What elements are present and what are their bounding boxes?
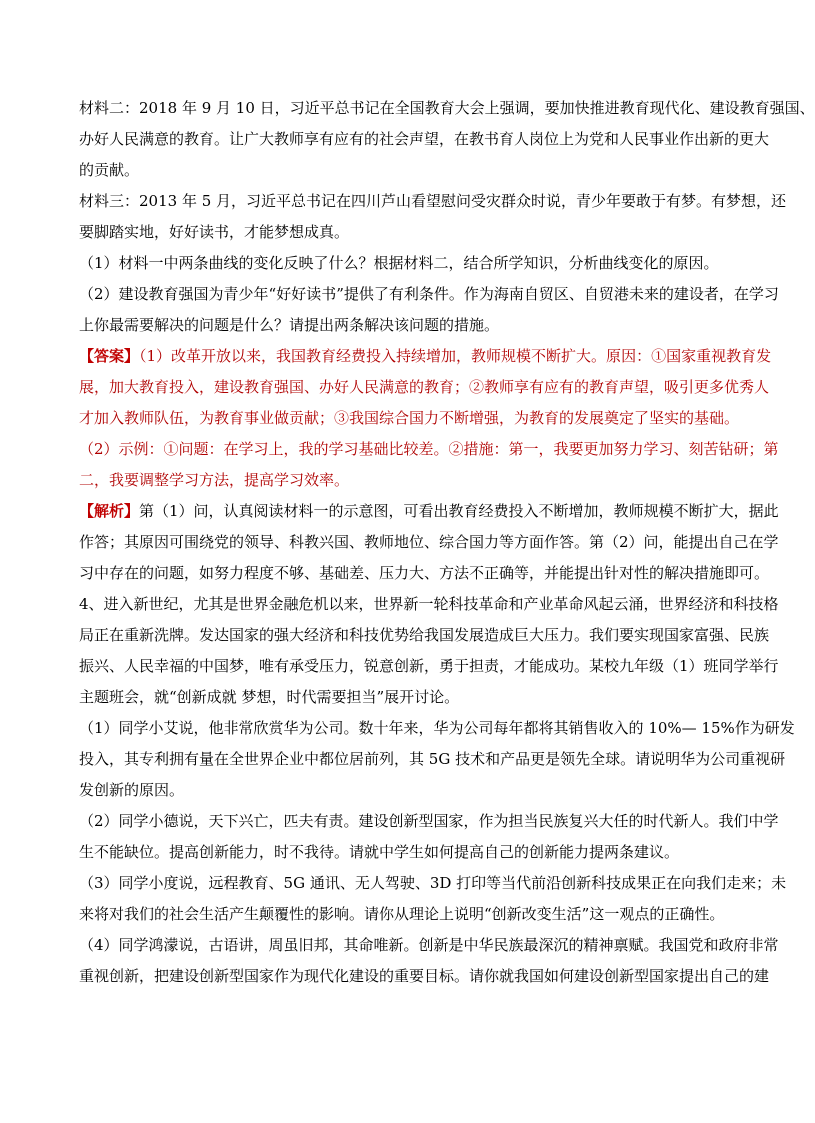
text-line: 主题班会，就“创新成就 梦想，时代需要担当”展开讨论。 xyxy=(79,688,460,706)
question-1-paragraph xyxy=(79,248,729,279)
text-line: 办好人民满意的教育。让广大教师享有应有的社会声望，在教书育人岗位上为党和人民事业作出新的更大 xyxy=(79,130,770,148)
text-line: （2）建设教育强国为青少年“好好读书”提供了有利条件。作为海南自贸区、自贸港未来的建设者，在学习 xyxy=(79,285,779,303)
material-3-paragraph xyxy=(79,186,787,248)
text-line: 生不能缺位。提高创新能力，时不我待。请就中学生如何提高自己的创新能力提两条建议。 xyxy=(79,843,680,861)
text-line: 4、进入新世纪，尤其是世界金融危机以来，世界新一轮科技革命和产业革命风起云涌，世界经济和科技格 xyxy=(79,595,779,613)
text-line: 振兴、人民幸福的中国梦，唯有承受压力，锐意创新，勇于担责，才能成功。某校九年级（1）班同学举行 xyxy=(79,657,779,675)
answer-part-2-paragraph xyxy=(79,434,779,496)
answer-tag: 【答案】 xyxy=(79,347,140,365)
text-line: （3）同学小度说，远程教育、5G 通讯、无人驾驶、3D 打印等当代前沿创新科技成果正在向我们走来；未 xyxy=(79,874,787,892)
question-4-1-paragraph xyxy=(79,713,795,806)
analysis-tag: 【解析】 xyxy=(79,502,140,520)
document-page xyxy=(79,93,815,992)
question-4-paragraph xyxy=(79,589,779,713)
text-line: 第（1）问，认真阅读材料一的示意图，可看出教育经费投入不断增加，教师规模不断扩大，据此 xyxy=(139,502,779,520)
text-line: 来将对我们的社会生活产生颠覆性的影响。请你从理论上说明“创新改变生活”这一观点的正确性。 xyxy=(79,905,725,923)
text-line: 重视创新，把建设创新型国家作为现代化建设的重要目标。请你就我国如何建设创新型国家提出自己的建 xyxy=(79,967,770,985)
text-line: 二，我要调整学习方法，提高学习效率。 xyxy=(79,471,350,489)
text-line: 习中存在的问题，如努力程度不够、基础差、压力大、方法不正确等，并能提出针对性的解决措施即可。 xyxy=(79,564,770,582)
question-4-2-paragraph xyxy=(79,806,779,868)
text-line: （1）材料一中两条曲线的变化反映了什么？根据材料二，结合所学知识，分析曲线变化的原因。 xyxy=(79,254,719,272)
text-line: 要脚踏实地，好好读书，才能梦想成真。 xyxy=(79,223,350,241)
question-4-4-paragraph xyxy=(79,930,779,992)
text-line: 作答；其原因可围绕党的领导、科教兴国、教师地位、综合国力等方面作答。第（2）问，能提出自己在学 xyxy=(79,533,779,551)
text-line: 局正在重新洗牌。发达国家的强大经济和科技优势给我国发展造成巨大压力。我们要实现国家富强、民族 xyxy=(79,626,770,644)
material-2-paragraph xyxy=(79,93,815,186)
text-line: 投入，其专利拥有量在全世界企业中都位居前列，其 5G 技术和产品更是领先全球。请说明华为公司重视研 xyxy=(79,750,786,768)
text-line: 的贡献。 xyxy=(79,161,140,179)
text-line: （4）同学鸿濛说，古语讲，周虽旧邦，其命唯新。创新是中华民族最深沉的精神禀赋。我国党和政府非常 xyxy=(79,936,779,954)
text-line: 上你最需要解决的问题是什么？请提出两条解决该问题的措施。 xyxy=(79,316,500,334)
question-4-3-paragraph xyxy=(79,868,787,930)
text-line: （2）示例：①问题：在学习上，我的学习基础比较差。②措施：第一，我要更加努力学习、刻苦钻研；第 xyxy=(79,440,779,458)
analysis-paragraph xyxy=(79,496,779,589)
text-line: 才加入教师队伍，为教育事业做贡献；③我国综合国力不断增强，为教育的发展奠定了坚实的基础。 xyxy=(79,409,740,427)
answer-paragraph xyxy=(79,341,772,434)
text-line: （1）同学小艾说，他非常欣赏华为公司。数十年来，华为公司每年都将其销售收入的 10%— 15%作为研发 xyxy=(79,719,795,737)
text-line: 材料三：2013 年 5 月，习近平总书记在四川芦山看望慰问受灾群众时说，青少年要敢于有梦。有梦想，还 xyxy=(79,192,787,210)
text-line: 展，加大教育投入，建设教育强国、办好人民满意的教育；②教师享有应有的教育声望，吸引更多优秀人 xyxy=(79,378,770,396)
text-line: 材料二：2018 年 9 月 10 日，习近平总书记在全国教育大会上强调，要加快推进教育现代化、建设教育强国、 xyxy=(79,99,815,117)
text-line: 发创新的原因。 xyxy=(79,781,185,799)
text-line: （1）改革开放以来，我国教育经费投入持续增加，教师规模不断扩大。原因：①国家重视教育发 xyxy=(139,347,772,365)
question-2-paragraph xyxy=(79,279,779,341)
text-line: （2）同学小德说，天下兴亡，匹夫有责。建设创新型国家，作为担当民族复兴大任的时代新人。我们中学 xyxy=(79,812,779,830)
